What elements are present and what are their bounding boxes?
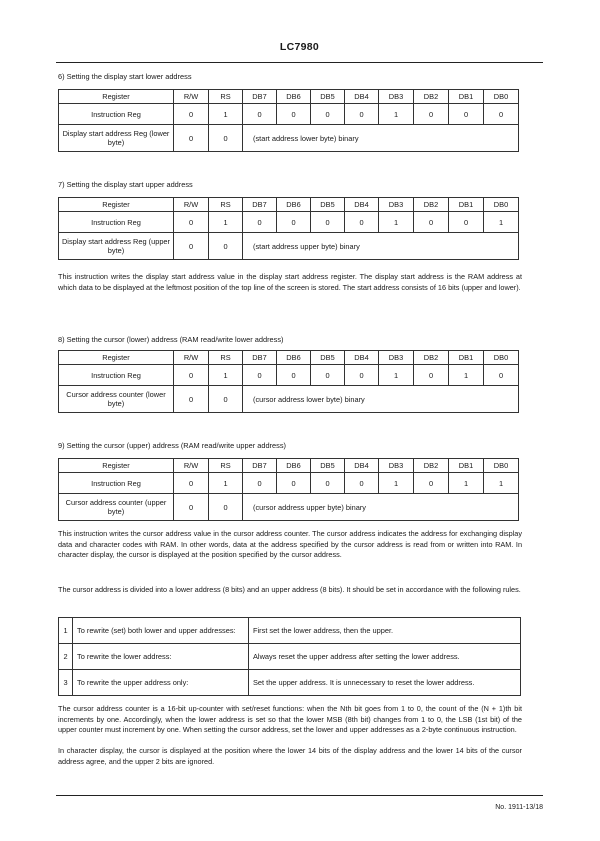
- bit-cell: 0: [484, 365, 519, 386]
- register-name: Display start address Reg (lower byte): [59, 125, 174, 152]
- rule-number: 2: [59, 644, 73, 670]
- column-header: DB0: [484, 351, 519, 365]
- register-name: Display start address Reg (upper byte): [59, 233, 174, 260]
- bit-cell: 1: [449, 473, 484, 494]
- page-footer: [56, 795, 543, 811]
- column-header: DB2: [414, 198, 449, 212]
- bit-cell: 0: [484, 104, 519, 125]
- column-header: DB3: [379, 459, 414, 473]
- bit-cell: 0: [174, 365, 209, 386]
- register-name: Cursor address counter (upper byte): [59, 494, 174, 521]
- column-header: DB4: [345, 351, 379, 365]
- bit-cell: 0: [209, 386, 243, 413]
- table-header-row: [59, 351, 519, 365]
- column-header: DB1: [449, 351, 484, 365]
- rule-condition: To rewrite the lower address:: [73, 644, 249, 670]
- column-header: DB6: [277, 351, 311, 365]
- column-header: R/W: [174, 90, 209, 104]
- cursor-divided-paragraph: The cursor address is divided into a lower address (8 bits) and an upper address (8 bits). It should be set in accordance with the following rules.: [58, 585, 521, 594]
- instruction-row: [59, 473, 519, 494]
- bit-cell: 0: [243, 104, 277, 125]
- address-row: [59, 233, 519, 260]
- column-header: DB5: [311, 351, 345, 365]
- column-header: DB3: [379, 198, 414, 212]
- address-description: (start address upper byte) binary: [243, 233, 519, 260]
- column-header: Register: [59, 351, 174, 365]
- bit-cell: 0: [311, 104, 345, 125]
- bit-cell: 0: [243, 473, 277, 494]
- bit-cell: 0: [414, 212, 449, 233]
- bit-cell: 0: [414, 365, 449, 386]
- column-header: Register: [59, 90, 174, 104]
- section-title-7: 7) Setting the display start upper address: [58, 180, 193, 189]
- column-header: DB2: [414, 90, 449, 104]
- address-description: (start address lower byte) binary: [243, 125, 519, 152]
- instruction-row: [59, 104, 519, 125]
- column-header: Register: [59, 459, 174, 473]
- bit-cell: 0: [174, 386, 209, 413]
- bit-cell: 0: [174, 473, 209, 494]
- bit-cell: 0: [243, 212, 277, 233]
- register-table-8: [58, 350, 519, 413]
- bit-cell: 0: [311, 473, 345, 494]
- bit-cell: 0: [277, 365, 311, 386]
- column-header: DB6: [277, 90, 311, 104]
- bit-cell: 1: [379, 365, 414, 386]
- chip-title: LC7980: [279, 41, 320, 53]
- address-row: [59, 125, 519, 152]
- page-header: [56, 34, 543, 63]
- register-name: Instruction Reg: [59, 365, 174, 386]
- section-title-9: 9) Setting the cursor (upper) address (RAM read/write upper address): [58, 441, 286, 450]
- section-title-6: 6) Setting the display start lower address: [58, 72, 192, 81]
- rule-number: 3: [59, 670, 73, 696]
- address-description: (cursor address upper byte) binary: [243, 494, 519, 521]
- bit-cell: 0: [345, 212, 379, 233]
- column-header: DB4: [345, 198, 379, 212]
- bit-cell: 0: [449, 212, 484, 233]
- character-display-paragraph: In character display, the cursor is displayed at the position where the lower 14 bits of the display address and the lower 14 bits of the cursor address agree, and the upper 2 bits are ignored.: [58, 746, 522, 766]
- bit-cell: 0: [243, 365, 277, 386]
- bit-cell: 1: [379, 104, 414, 125]
- register-name: Instruction Reg: [59, 104, 174, 125]
- column-header: DB5: [311, 90, 345, 104]
- register-table-7: [58, 197, 519, 260]
- bit-cell: 1: [209, 104, 243, 125]
- address-row: [59, 386, 519, 413]
- register-table-6: [58, 89, 519, 152]
- bit-cell: 0: [311, 365, 345, 386]
- bit-cell: 0: [277, 212, 311, 233]
- page-number: No. 1911-13/18: [495, 804, 543, 811]
- column-header: DB4: [345, 459, 379, 473]
- column-header: DB2: [414, 459, 449, 473]
- bit-cell: 0: [174, 104, 209, 125]
- column-header: DB0: [484, 198, 519, 212]
- column-header: DB1: [449, 198, 484, 212]
- cursor-address-paragraph: This instruction writes the cursor address value in the cursor address counter. The cursor address indicates the address for exchanging display data and character codes with RAM. In other words, data at the address specified by the cursor address is read from or written into RAM. In character display, the cursor is displayed at the position specified by the cursor address.: [58, 529, 522, 559]
- table-header-row: [59, 459, 519, 473]
- address-row: [59, 494, 519, 521]
- table-header-row: [59, 90, 519, 104]
- column-header: DB7: [243, 459, 277, 473]
- bit-cell: 1: [209, 365, 243, 386]
- instruction-row: [59, 365, 519, 386]
- column-header: RS: [209, 351, 243, 365]
- column-header: DB4: [345, 90, 379, 104]
- rule-row: [59, 644, 521, 670]
- column-header: R/W: [174, 351, 209, 365]
- bit-cell: 1: [449, 365, 484, 386]
- table-header-row: [59, 198, 519, 212]
- bit-cell: 0: [174, 212, 209, 233]
- column-header: DB5: [311, 459, 345, 473]
- column-header: Register: [59, 198, 174, 212]
- bit-cell: 0: [414, 104, 449, 125]
- bit-cell: 0: [449, 104, 484, 125]
- bit-cell: 1: [484, 212, 519, 233]
- bit-cell: 1: [484, 473, 519, 494]
- bit-cell: 1: [379, 473, 414, 494]
- bit-cell: 0: [345, 104, 379, 125]
- column-header: DB0: [484, 459, 519, 473]
- register-name: Instruction Reg: [59, 473, 174, 494]
- address-description: (cursor address lower byte) binary: [243, 386, 519, 413]
- column-header: DB6: [277, 198, 311, 212]
- column-header: R/W: [174, 459, 209, 473]
- register-table-9: [58, 458, 519, 521]
- register-name: Instruction Reg: [59, 212, 174, 233]
- bit-cell: 0: [174, 494, 209, 521]
- column-header: DB0: [484, 90, 519, 104]
- rule-condition: To rewrite (set) both lower and upper addresses:: [73, 618, 249, 644]
- bit-cell: 0: [174, 125, 209, 152]
- counter-paragraph: The cursor address counter is a 16-bit up-counter with set/reset functions: when the Nth bit goes from 1 to 0, the count of the (N + 1)th bit increments by one. Accordingly, when the lower address is set so that the lower MSB (8th bit) changes from 1 to 0, the LSB (1st bit) of the upper counter must increment by one. When setting the cursor address, set the lower and upper addresses as a 2-byte continuous instruction.: [58, 704, 522, 734]
- register-name: Cursor address counter (lower byte): [59, 386, 174, 413]
- bit-cell: 0: [345, 365, 379, 386]
- rule-row: [59, 618, 521, 644]
- column-header: DB6: [277, 459, 311, 473]
- bit-cell: 1: [209, 212, 243, 233]
- rule-action: First set the lower address, then the upper.: [249, 618, 521, 644]
- column-header: DB3: [379, 351, 414, 365]
- column-header: RS: [209, 90, 243, 104]
- bit-cell: 0: [277, 473, 311, 494]
- rule-action: Set the upper address. It is unnecessary to reset the lower address.: [249, 670, 521, 696]
- rule-condition: To rewrite the upper address only:: [73, 670, 249, 696]
- column-header: DB3: [379, 90, 414, 104]
- column-header: DB1: [449, 90, 484, 104]
- column-header: DB7: [243, 90, 277, 104]
- bit-cell: 0: [345, 473, 379, 494]
- column-header: DB1: [449, 459, 484, 473]
- bit-cell: 0: [174, 233, 209, 260]
- bit-cell: 1: [379, 212, 414, 233]
- bit-cell: 0: [311, 212, 345, 233]
- bit-cell: 1: [209, 473, 243, 494]
- instruction-row: [59, 212, 519, 233]
- rule-action: Always reset the upper address after setting the lower address.: [249, 644, 521, 670]
- column-header: RS: [209, 459, 243, 473]
- bit-cell: 0: [414, 473, 449, 494]
- column-header: RS: [209, 198, 243, 212]
- rule-row: [59, 670, 521, 696]
- column-header: DB7: [243, 198, 277, 212]
- column-header: DB2: [414, 351, 449, 365]
- bit-cell: 0: [209, 494, 243, 521]
- bit-cell: 0: [209, 125, 243, 152]
- display-start-paragraph: This instruction writes the display start address value in the display start address register. The display start address is the RAM address at which data to be displayed at the leftmost position of the top line of the screen is stored. The start address consists of 16 bits (upper and lower).: [58, 272, 522, 292]
- section-title-8: 8) Setting the cursor (lower) address (RAM read/write lower address): [58, 335, 284, 344]
- cursor-rules-table: [58, 617, 521, 696]
- column-header: DB7: [243, 351, 277, 365]
- bit-cell: 0: [277, 104, 311, 125]
- column-header: R/W: [174, 198, 209, 212]
- rule-number: 1: [59, 618, 73, 644]
- bit-cell: 0: [209, 233, 243, 260]
- column-header: DB5: [311, 198, 345, 212]
